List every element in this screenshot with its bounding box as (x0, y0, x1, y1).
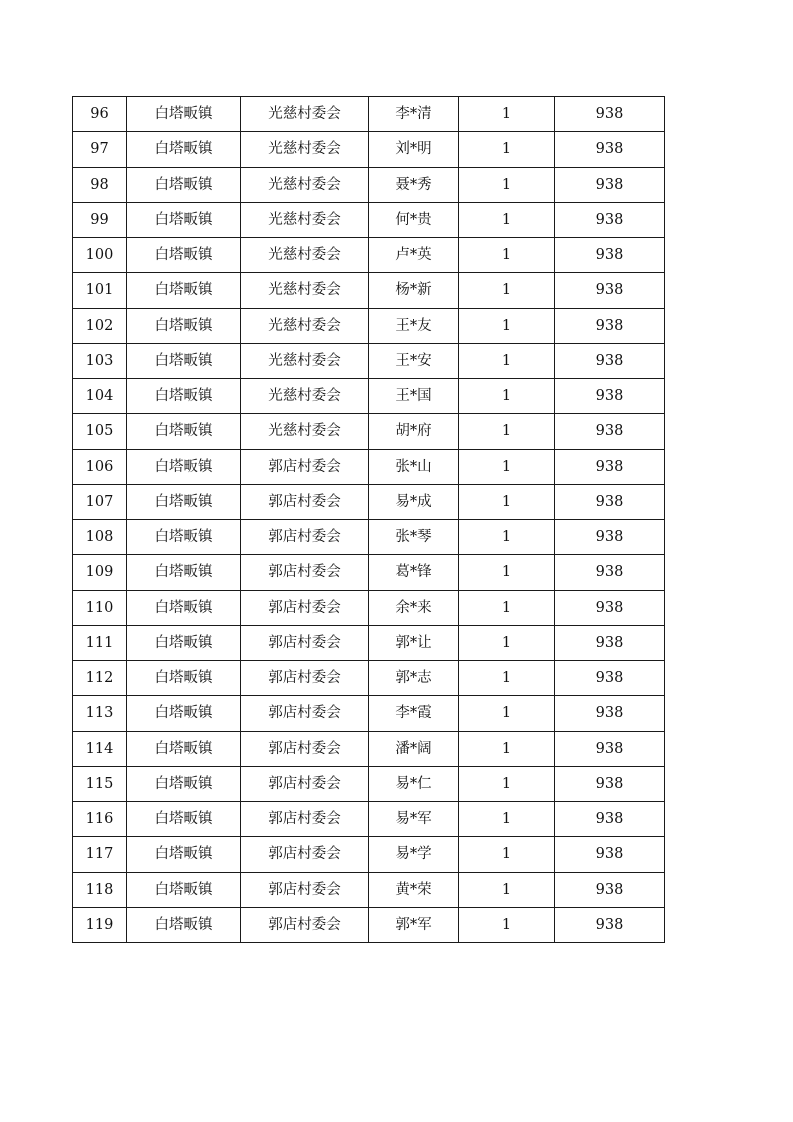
table-row (73, 202, 665, 237)
amount-cell: 938 (555, 837, 665, 872)
village-committee-cell: 光慈村委会 (241, 379, 369, 414)
person-name-cell: 胡*府 (369, 414, 459, 449)
amount-cell: 938 (555, 731, 665, 766)
count-cell: 1 (459, 132, 555, 167)
amount-cell: 938 (555, 872, 665, 907)
table-row (73, 238, 665, 273)
town-cell: 白塔畈镇 (127, 238, 241, 273)
count-cell: 1 (459, 555, 555, 590)
town-cell: 白塔畈镇 (127, 132, 241, 167)
serial-number-cell: 98 (73, 167, 127, 202)
village-committee-cell: 郭店村委会 (241, 872, 369, 907)
table-row (73, 661, 665, 696)
serial-number-cell: 108 (73, 520, 127, 555)
count-cell: 1 (459, 907, 555, 942)
town-cell: 白塔畈镇 (127, 555, 241, 590)
amount-cell: 938 (555, 379, 665, 414)
serial-number-cell: 118 (73, 872, 127, 907)
village-committee-cell: 光慈村委会 (241, 308, 369, 343)
count-cell: 1 (459, 484, 555, 519)
town-cell: 白塔畈镇 (127, 97, 241, 132)
table-row (73, 167, 665, 202)
table-row (73, 837, 665, 872)
town-cell: 白塔畈镇 (127, 802, 241, 837)
amount-cell: 938 (555, 766, 665, 801)
table-row (73, 696, 665, 731)
amount-cell: 938 (555, 661, 665, 696)
amount-cell: 938 (555, 238, 665, 273)
table-row (73, 414, 665, 449)
village-committee-cell: 郭店村委会 (241, 907, 369, 942)
person-name-cell: 王*友 (369, 308, 459, 343)
town-cell: 白塔畈镇 (127, 167, 241, 202)
person-name-cell: 易*仁 (369, 766, 459, 801)
town-cell: 白塔畈镇 (127, 520, 241, 555)
table-row (73, 273, 665, 308)
village-committee-cell: 郭店村委会 (241, 449, 369, 484)
amount-cell: 938 (555, 590, 665, 625)
serial-number-cell: 117 (73, 837, 127, 872)
table-row (73, 625, 665, 660)
serial-number-cell: 110 (73, 590, 127, 625)
table-row (73, 766, 665, 801)
table-row (73, 907, 665, 942)
count-cell: 1 (459, 837, 555, 872)
person-name-cell: 余*来 (369, 590, 459, 625)
table-row (73, 731, 665, 766)
village-committee-cell: 郭店村委会 (241, 625, 369, 660)
count-cell: 1 (459, 202, 555, 237)
count-cell: 1 (459, 802, 555, 837)
table-row (73, 484, 665, 519)
amount-cell: 938 (555, 520, 665, 555)
count-cell: 1 (459, 97, 555, 132)
village-committee-cell: 郭店村委会 (241, 802, 369, 837)
town-cell: 白塔畈镇 (127, 590, 241, 625)
amount-cell: 938 (555, 449, 665, 484)
amount-cell: 938 (555, 308, 665, 343)
serial-number-cell: 112 (73, 661, 127, 696)
count-cell: 1 (459, 520, 555, 555)
serial-number-cell: 104 (73, 379, 127, 414)
town-cell: 白塔畈镇 (127, 907, 241, 942)
amount-cell: 938 (555, 414, 665, 449)
table-row (73, 872, 665, 907)
village-committee-cell: 光慈村委会 (241, 414, 369, 449)
amount-cell: 938 (555, 484, 665, 519)
village-committee-cell: 光慈村委会 (241, 167, 369, 202)
amount-cell: 938 (555, 343, 665, 378)
town-cell: 白塔畈镇 (127, 484, 241, 519)
count-cell: 1 (459, 308, 555, 343)
person-name-cell: 郭*军 (369, 907, 459, 942)
count-cell: 1 (459, 872, 555, 907)
table-row (73, 555, 665, 590)
count-cell: 1 (459, 167, 555, 202)
count-cell: 1 (459, 343, 555, 378)
person-name-cell: 易*成 (369, 484, 459, 519)
person-name-cell: 聂*秀 (369, 167, 459, 202)
serial-number-cell: 116 (73, 802, 127, 837)
person-name-cell: 张*琴 (369, 520, 459, 555)
count-cell: 1 (459, 661, 555, 696)
table-row (73, 132, 665, 167)
person-name-cell: 易*学 (369, 837, 459, 872)
amount-cell: 938 (555, 802, 665, 837)
amount-cell: 938 (555, 132, 665, 167)
table-row (73, 308, 665, 343)
serial-number-cell: 101 (73, 273, 127, 308)
count-cell: 1 (459, 238, 555, 273)
table-row (73, 379, 665, 414)
village-committee-cell: 光慈村委会 (241, 97, 369, 132)
person-name-cell: 李*清 (369, 97, 459, 132)
table-row (73, 590, 665, 625)
count-cell: 1 (459, 449, 555, 484)
amount-cell: 938 (555, 97, 665, 132)
person-name-cell: 李*霞 (369, 696, 459, 731)
person-name-cell: 何*贵 (369, 202, 459, 237)
subsidy-table (72, 96, 665, 943)
serial-number-cell: 106 (73, 449, 127, 484)
person-name-cell: 黄*荣 (369, 872, 459, 907)
amount-cell: 938 (555, 625, 665, 660)
serial-number-cell: 102 (73, 308, 127, 343)
serial-number-cell: 119 (73, 907, 127, 942)
amount-cell: 938 (555, 202, 665, 237)
serial-number-cell: 100 (73, 238, 127, 273)
village-committee-cell: 光慈村委会 (241, 202, 369, 237)
count-cell: 1 (459, 731, 555, 766)
town-cell: 白塔畈镇 (127, 625, 241, 660)
table-body (73, 97, 665, 943)
village-committee-cell: 光慈村委会 (241, 132, 369, 167)
town-cell: 白塔畈镇 (127, 872, 241, 907)
count-cell: 1 (459, 766, 555, 801)
village-committee-cell: 郭店村委会 (241, 484, 369, 519)
serial-number-cell: 109 (73, 555, 127, 590)
village-committee-cell: 郭店村委会 (241, 837, 369, 872)
serial-number-cell: 115 (73, 766, 127, 801)
table-row (73, 97, 665, 132)
table-row (73, 802, 665, 837)
village-committee-cell: 郭店村委会 (241, 696, 369, 731)
town-cell: 白塔畈镇 (127, 449, 241, 484)
town-cell: 白塔畈镇 (127, 308, 241, 343)
person-name-cell: 郭*让 (369, 625, 459, 660)
village-committee-cell: 光慈村委会 (241, 343, 369, 378)
serial-number-cell: 103 (73, 343, 127, 378)
town-cell: 白塔畈镇 (127, 731, 241, 766)
count-cell: 1 (459, 696, 555, 731)
amount-cell: 938 (555, 696, 665, 731)
table-row (73, 343, 665, 378)
town-cell: 白塔畈镇 (127, 661, 241, 696)
count-cell: 1 (459, 379, 555, 414)
serial-number-cell: 114 (73, 731, 127, 766)
person-name-cell: 易*军 (369, 802, 459, 837)
serial-number-cell: 105 (73, 414, 127, 449)
town-cell: 白塔畈镇 (127, 696, 241, 731)
person-name-cell: 潘*阔 (369, 731, 459, 766)
person-name-cell: 郭*志 (369, 661, 459, 696)
town-cell: 白塔畈镇 (127, 202, 241, 237)
table-row (73, 449, 665, 484)
town-cell: 白塔畈镇 (127, 343, 241, 378)
village-committee-cell: 光慈村委会 (241, 273, 369, 308)
count-cell: 1 (459, 590, 555, 625)
person-name-cell: 王*国 (369, 379, 459, 414)
amount-cell: 938 (555, 907, 665, 942)
village-committee-cell: 郭店村委会 (241, 590, 369, 625)
amount-cell: 938 (555, 273, 665, 308)
serial-number-cell: 96 (73, 97, 127, 132)
count-cell: 1 (459, 414, 555, 449)
town-cell: 白塔畈镇 (127, 837, 241, 872)
amount-cell: 938 (555, 555, 665, 590)
serial-number-cell: 111 (73, 625, 127, 660)
village-committee-cell: 郭店村委会 (241, 731, 369, 766)
person-name-cell: 杨*新 (369, 273, 459, 308)
serial-number-cell: 99 (73, 202, 127, 237)
serial-number-cell: 97 (73, 132, 127, 167)
person-name-cell: 刘*明 (369, 132, 459, 167)
town-cell: 白塔畈镇 (127, 766, 241, 801)
village-committee-cell: 郭店村委会 (241, 766, 369, 801)
village-committee-cell: 郭店村委会 (241, 520, 369, 555)
village-committee-cell: 郭店村委会 (241, 661, 369, 696)
table-row (73, 520, 665, 555)
amount-cell: 938 (555, 167, 665, 202)
person-name-cell: 王*安 (369, 343, 459, 378)
village-committee-cell: 郭店村委会 (241, 555, 369, 590)
town-cell: 白塔畈镇 (127, 379, 241, 414)
person-name-cell: 卢*英 (369, 238, 459, 273)
count-cell: 1 (459, 625, 555, 660)
person-name-cell: 葛*锋 (369, 555, 459, 590)
serial-number-cell: 107 (73, 484, 127, 519)
serial-number-cell: 113 (73, 696, 127, 731)
count-cell: 1 (459, 273, 555, 308)
town-cell: 白塔畈镇 (127, 273, 241, 308)
person-name-cell: 张*山 (369, 449, 459, 484)
town-cell: 白塔畈镇 (127, 414, 241, 449)
village-committee-cell: 光慈村委会 (241, 238, 369, 273)
